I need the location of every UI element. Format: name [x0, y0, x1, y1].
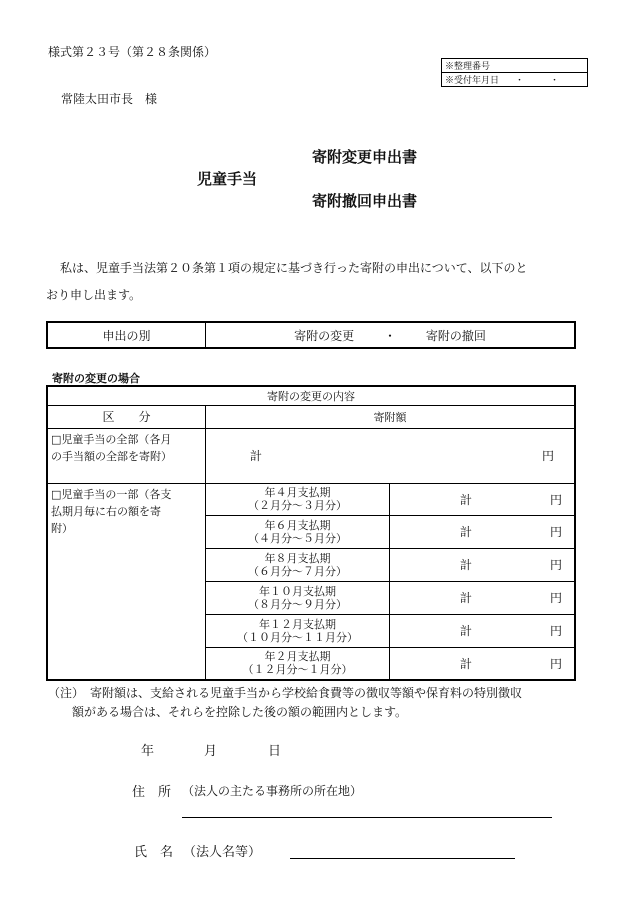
- date-dot-2: ・: [550, 76, 560, 86]
- amount-cell[interactable]: 計 円: [390, 548, 576, 581]
- change-table-title: 寄附の変更の内容: [47, 386, 575, 405]
- change-table: [46, 385, 576, 681]
- title-allowance: 児童手当: [197, 170, 258, 188]
- option-withdraw[interactable]: 寄附の撤回: [425, 328, 486, 343]
- address-label: 住 所: [132, 785, 172, 800]
- all-label-line-2: の手当額の全部を寄附）: [51, 449, 172, 463]
- part-label-line-1: □児童手当の一部（各支: [51, 487, 172, 501]
- date-year: 年: [141, 744, 155, 759]
- registry-date-label: ※受付年月日: [445, 76, 500, 86]
- name-note: （法人名等）: [183, 845, 262, 860]
- address-line[interactable]: [182, 816, 552, 818]
- intro-line-1: 私は、児童手当法第２０条第１項の規定に基づき行った寄附の申出について、以下のと: [60, 261, 528, 275]
- category-all[interactable]: [47, 428, 206, 483]
- period-cell: 年４月支払期 （２月分～３月分）: [206, 483, 390, 515]
- title-change: 寄附変更申出書: [312, 148, 418, 166]
- option-dot: ・: [383, 328, 396, 343]
- name-line[interactable]: [290, 857, 515, 859]
- amount-cell[interactable]: 計 円: [390, 581, 576, 614]
- period-cell: 年１０月支払期 （８月分～９月分）: [206, 581, 390, 614]
- option-change[interactable]: 寄附の変更: [294, 328, 355, 343]
- part-label-line-2: 払期月毎に右の額を寄: [51, 504, 161, 518]
- registry-number-label: ※整理番号: [445, 62, 491, 72]
- note-line-1: （注） 寄附額は、支給される児童手当から学校給食費等の徴収等額や保育料の特別徴収: [48, 686, 523, 700]
- amount-cell[interactable]: 計 円: [390, 647, 576, 680]
- category-part[interactable]: [47, 483, 206, 680]
- amount-cell[interactable]: 計 円: [390, 614, 576, 647]
- address-note: （法人の主たる事務所の所在地）: [182, 784, 363, 798]
- title-withdraw: 寄附撤回申出書: [312, 192, 418, 210]
- all-total-label: 計: [250, 449, 263, 463]
- amount-cell[interactable]: 計 円: [390, 483, 576, 515]
- request-type-label: 申出の別: [47, 322, 206, 348]
- date-dot-1: ・: [515, 76, 525, 86]
- name-label: 氏 名: [134, 845, 174, 860]
- part-label-line-3: 附）: [51, 521, 73, 535]
- date-month: 月: [204, 744, 218, 759]
- change-heading: 寄附の変更の場合: [52, 372, 140, 385]
- request-type-table: [46, 321, 576, 349]
- all-yen: 円: [541, 449, 554, 463]
- period-cell: 年１２月支払期 （１０月分～１１月分）: [206, 614, 390, 647]
- registry-number-cell[interactable]: [442, 59, 588, 73]
- note-line-2: 額がある場合は、それらを控除した後の額の範囲内とします。: [72, 705, 408, 719]
- header-amount: 寄附額: [206, 405, 576, 428]
- registry-box: [441, 58, 588, 87]
- all-label-line-1: □児童手当の全部（各月: [51, 432, 172, 446]
- header-category: 区 分: [47, 405, 206, 428]
- date-day: 日: [268, 744, 282, 759]
- intro-line-2: おり申し出ます。: [46, 288, 142, 302]
- period-cell: 年８月支払期 （６月分～７月分）: [206, 548, 390, 581]
- period-cell: 年６月支払期 （４月分～５月分）: [206, 515, 390, 548]
- amount-cell[interactable]: 計 円: [390, 515, 576, 548]
- request-type-options: [206, 322, 576, 348]
- addressee: 常陸太田市長 様: [61, 92, 158, 106]
- amount-all-cell[interactable]: [206, 428, 576, 483]
- form-number: 様式第２３号（第２８条関係）: [48, 45, 217, 59]
- period-cell: 年２月支払期 （１２月分～１月分）: [206, 647, 390, 680]
- registry-date-cell[interactable]: [442, 73, 588, 87]
